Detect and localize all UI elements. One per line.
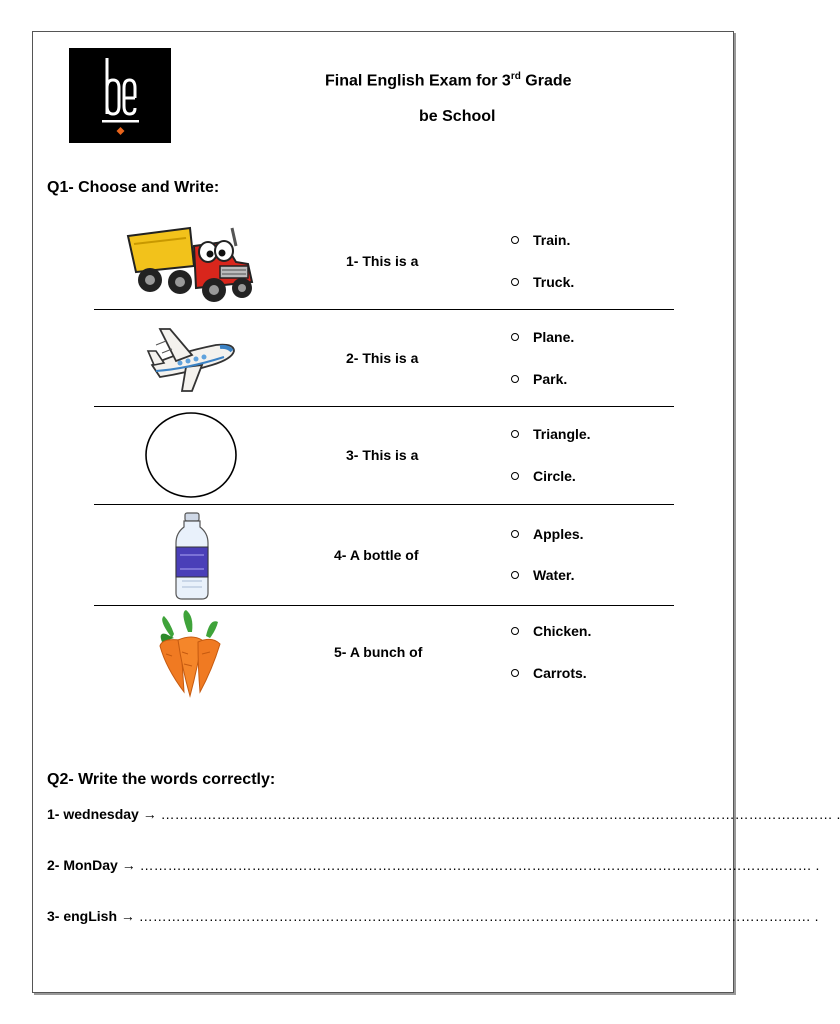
q1-stem-5: 5- A bunch of bbox=[334, 644, 423, 660]
answer-blank-1[interactable]: ……………………………………………………………………………………………………………………………… . bbox=[160, 806, 840, 822]
water-bottle-icon bbox=[170, 511, 214, 606]
q1-stem-2: 2- This is a bbox=[346, 350, 419, 366]
q1-stem-4: 4- A bottle of bbox=[334, 547, 419, 563]
radio-bullet-icon[interactable] bbox=[511, 530, 519, 538]
q1-option-1b[interactable]: Truck. bbox=[511, 274, 574, 290]
q1-option-5a[interactable]: Chicken. bbox=[511, 623, 591, 639]
answer-blank-3[interactable]: ……………………………………………………………………………………………………………………………… . bbox=[138, 908, 819, 924]
radio-bullet-icon[interactable] bbox=[511, 375, 519, 383]
arrow-right-icon: → bbox=[121, 857, 136, 873]
q1-option-3a[interactable]: Triangle. bbox=[511, 426, 591, 442]
row-divider bbox=[94, 406, 674, 407]
q1-option-4a[interactable]: Apples. bbox=[511, 526, 584, 542]
radio-bullet-icon[interactable] bbox=[511, 430, 519, 438]
row-divider bbox=[94, 504, 674, 505]
row-divider bbox=[94, 605, 674, 606]
q2-item-3: 3- engLish → ……………………………………………………………………………………………………………………………… . bbox=[47, 908, 819, 924]
q1-option-4b[interactable]: Water. bbox=[511, 567, 575, 583]
q1-stem-1: 1- This is a bbox=[346, 253, 419, 269]
row-divider bbox=[94, 309, 674, 310]
arrow-right-icon: → bbox=[120, 908, 135, 924]
answer-blank-2[interactable]: ……………………………………………………………………………………………………………………………… . bbox=[139, 857, 820, 873]
school-logo bbox=[69, 48, 171, 143]
radio-bullet-icon[interactable] bbox=[511, 472, 519, 480]
exam-title: Final English Exam for 3rd Grade bbox=[325, 71, 572, 90]
page-border bbox=[32, 31, 734, 993]
circle-shape bbox=[144, 411, 238, 504]
q1-option-2a[interactable]: Plane. bbox=[511, 329, 574, 345]
q1-option-3b[interactable]: Circle. bbox=[511, 468, 576, 484]
radio-bullet-icon[interactable] bbox=[511, 236, 519, 244]
carrots-icon bbox=[152, 608, 230, 703]
q1-stem-3: 3- This is a bbox=[346, 447, 419, 463]
q2-item-1: 1- wednesday → ……………………………………………………………………………………………………………………………… . bbox=[47, 806, 840, 822]
arrow-right-icon: → bbox=[142, 806, 157, 822]
radio-bullet-icon[interactable] bbox=[511, 333, 519, 341]
q1-heading: Q1- Choose and Write: bbox=[47, 179, 220, 196]
school-name: be School bbox=[419, 108, 496, 125]
radio-bullet-icon[interactable] bbox=[511, 669, 519, 677]
q2-heading: Q2- Write the words correctly: bbox=[47, 771, 276, 788]
radio-bullet-icon[interactable] bbox=[511, 278, 519, 286]
q1-option-2b[interactable]: Park. bbox=[511, 371, 567, 387]
q2-item-2: 2- MonDay → ……………………………………………………………………………………………………………………………… . bbox=[47, 857, 820, 873]
q1-option-5b[interactable]: Carrots. bbox=[511, 665, 587, 681]
radio-bullet-icon[interactable] bbox=[511, 571, 519, 579]
plane-icon bbox=[146, 325, 238, 398]
radio-bullet-icon[interactable] bbox=[511, 627, 519, 635]
q1-option-1a[interactable]: Train. bbox=[511, 232, 570, 248]
truck-icon bbox=[124, 218, 256, 309]
